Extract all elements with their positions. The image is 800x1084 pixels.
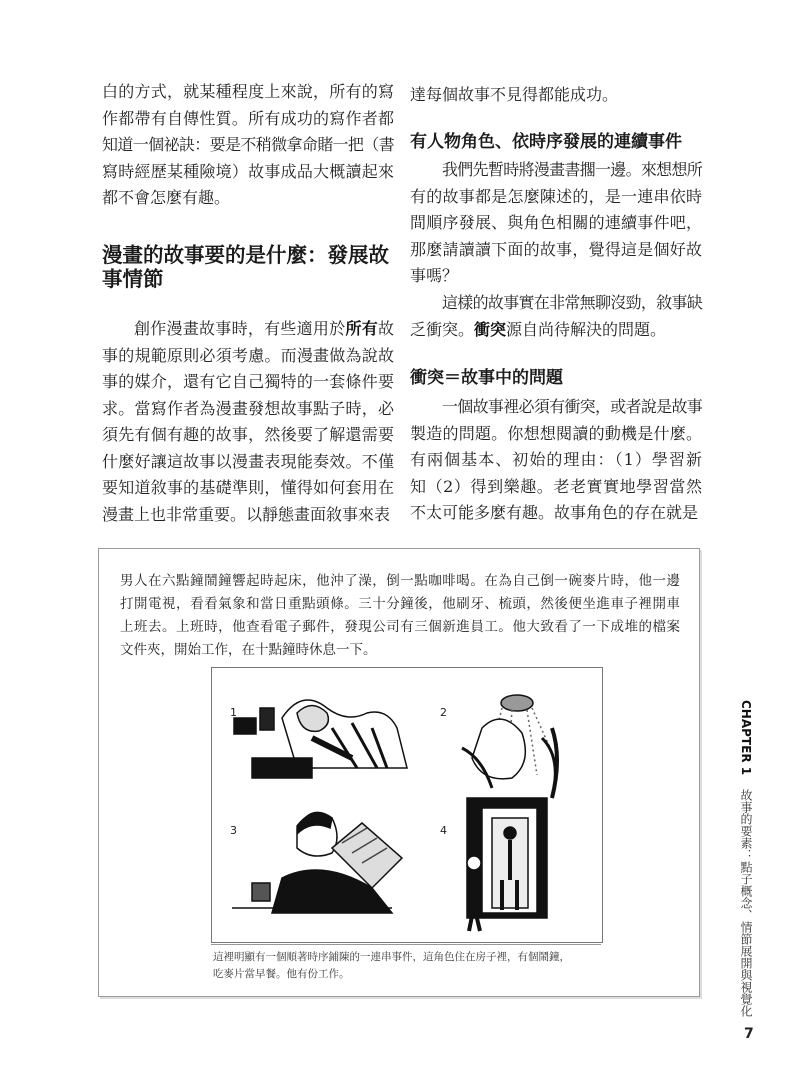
chapter-label: CHAPTER 1	[739, 700, 753, 776]
text-run: 源自尚待解決的問題。	[506, 319, 667, 339]
text-run: 我們先暫時將漫畫書擱一邊。來想想所	[442, 160, 702, 179]
text-run: 創作漫畫故事時，有些適用於	[134, 319, 346, 338]
text-line	[410, 394, 702, 421]
text-line	[410, 290, 702, 317]
heading-line: 漫畫的故事要的是什麼：發展故	[102, 243, 389, 267]
text-run: 一個故事裡必須有衝突，或者說是故事	[442, 397, 702, 416]
text-run: 知道一個祕訣：要是不稍微拿命賭一把（書	[102, 135, 394, 154]
paragraph	[410, 290, 702, 343]
text-line	[410, 184, 702, 211]
text-run: 故	[377, 319, 394, 338]
paragraph	[410, 157, 702, 290]
section-heading	[102, 243, 394, 291]
story-line: 男人在六點鐘鬧鐘響起時起床，他沖了澡，倒一點咖啡喝。在為自己倒一碗麥片時，他一邊	[120, 573, 680, 589]
text-run: 有兩個基本、初始的理由：（1）學習新	[410, 450, 702, 469]
example-story-box	[98, 548, 700, 997]
text-run: 間順序發展、與角色相關的連續事件吧，	[410, 213, 702, 232]
text-line	[102, 79, 394, 106]
paragraph	[102, 316, 394, 528]
text-run: 求。當寫作者為漫畫發想故事點子時，必	[102, 398, 394, 418]
caption-line: 吃麥片當早餐。他有份工作。	[213, 968, 350, 980]
text-run: 事的規範原則必須考慮。而漫畫做為說故	[102, 345, 394, 365]
caption-divider	[211, 944, 601, 945]
text-line	[102, 422, 394, 449]
text-run: 作都帶有自傳性質。所有成功的寫作者都	[102, 108, 394, 128]
text-line	[410, 210, 702, 237]
text-run: 什麼好讓這故事以漫畫表現能奏效。不僅	[102, 451, 394, 471]
paragraph	[102, 79, 394, 212]
left-column	[102, 79, 394, 539]
paragraph	[410, 394, 702, 527]
text-run: 製造的問題。你想想閱讀的動機是什麼。	[410, 423, 702, 443]
text-run: 要知道敘事的基礎準則，懂得如何套用在	[102, 478, 394, 497]
text-run: 不太可能多麼有趣。故事角色的存在就是	[410, 503, 699, 522]
text-line	[410, 317, 702, 344]
section-heading: 衝突＝故事中的問題	[410, 368, 563, 388]
right-column	[410, 82, 702, 542]
text-line	[102, 316, 394, 343]
text-run: 知（2）得到樂趣。老老實實地學習當然	[410, 476, 702, 496]
text-run: 事的媒介，還有它自己獨特的一套條件要	[102, 372, 394, 391]
chapter-side-tab	[738, 700, 755, 1017]
text-line	[102, 449, 394, 476]
text-run: 有的故事都是怎麼陳述的，是一連串依時	[410, 186, 702, 206]
panel-4-art	[467, 798, 547, 931]
text-line	[410, 237, 702, 264]
section-heading: 有人物角色、依時序發展的連續事件	[410, 132, 682, 152]
text-line	[102, 132, 394, 159]
text-line	[102, 343, 394, 370]
text-line	[410, 263, 702, 290]
text-line	[102, 396, 394, 423]
text-line	[410, 474, 702, 501]
text-line	[102, 502, 394, 529]
text-line	[102, 369, 394, 396]
text-line	[102, 475, 394, 502]
panel-number: 3	[230, 824, 237, 837]
text-line	[410, 157, 702, 184]
panel-3-art	[232, 812, 402, 913]
illustration-caption	[213, 949, 613, 983]
panel-number: 4	[440, 824, 447, 837]
text-run: 寫時經歷某種險境）故事成品大概讀起來	[102, 161, 394, 181]
text-line	[410, 82, 702, 109]
panel-number: 1	[230, 706, 237, 719]
text-line	[410, 421, 702, 448]
text-run: 須先有個有趣的故事，然後要了解還需要	[102, 425, 394, 444]
page-number: 7	[744, 1026, 754, 1042]
text-run: 乏衝突。	[410, 319, 475, 339]
panel-1-art	[234, 700, 407, 778]
heading-line: 事情節	[102, 267, 164, 291]
story-line: 上班去。上班時，他查看電子郵件，發現公司有三個新進員工。他大致看了一下成堆的檔案	[120, 619, 680, 635]
comic-panels-sketch	[212, 668, 602, 942]
text-run: 達每個故事不見得都能成功。	[410, 85, 619, 104]
text-run: 都不會怎麼有趣。	[102, 188, 231, 207]
story-line: 文件夾，開始工作，在十點鐘時休息一下。	[120, 642, 377, 658]
text-run: 那麼請讀讀下面的故事，覺得這是個好故	[410, 239, 702, 259]
text-line	[410, 447, 702, 474]
story-line: 打開電視，看看氣象和當日重點頭條。三十分鐘後，他刷牙、梳頭，然後便坐進車子裡開車	[120, 596, 680, 612]
text-run: 這樣的故事實在非常無聊沒勁，敘事缺	[442, 293, 702, 312]
caption-line: 這裡明顯有一個順著時序鋪陳的一連串事件，這角色住在房子裡，有個鬧鐘，	[213, 951, 570, 963]
panel-2-art	[462, 695, 557, 798]
text-line	[102, 159, 394, 186]
text-run: 白的方式，就某種程度上來說，所有的寫	[102, 82, 394, 101]
text-line	[102, 106, 394, 133]
bold-emphasis: 衝突	[474, 319, 507, 339]
text-line	[102, 185, 394, 212]
bold-emphasis: 所有	[345, 319, 378, 338]
story-text	[120, 570, 680, 662]
text-run: 事嗎？	[410, 266, 459, 285]
paragraph	[410, 82, 702, 109]
comic-illustration	[211, 667, 603, 943]
panel-number: 2	[440, 706, 447, 719]
text-run: 漫畫上也非常重要。以靜態畫面敘事來表	[102, 504, 391, 524]
chapter-title: 故事的要素：點子概念、情節展開與視覺化	[739, 788, 753, 1017]
text-line	[410, 500, 702, 527]
